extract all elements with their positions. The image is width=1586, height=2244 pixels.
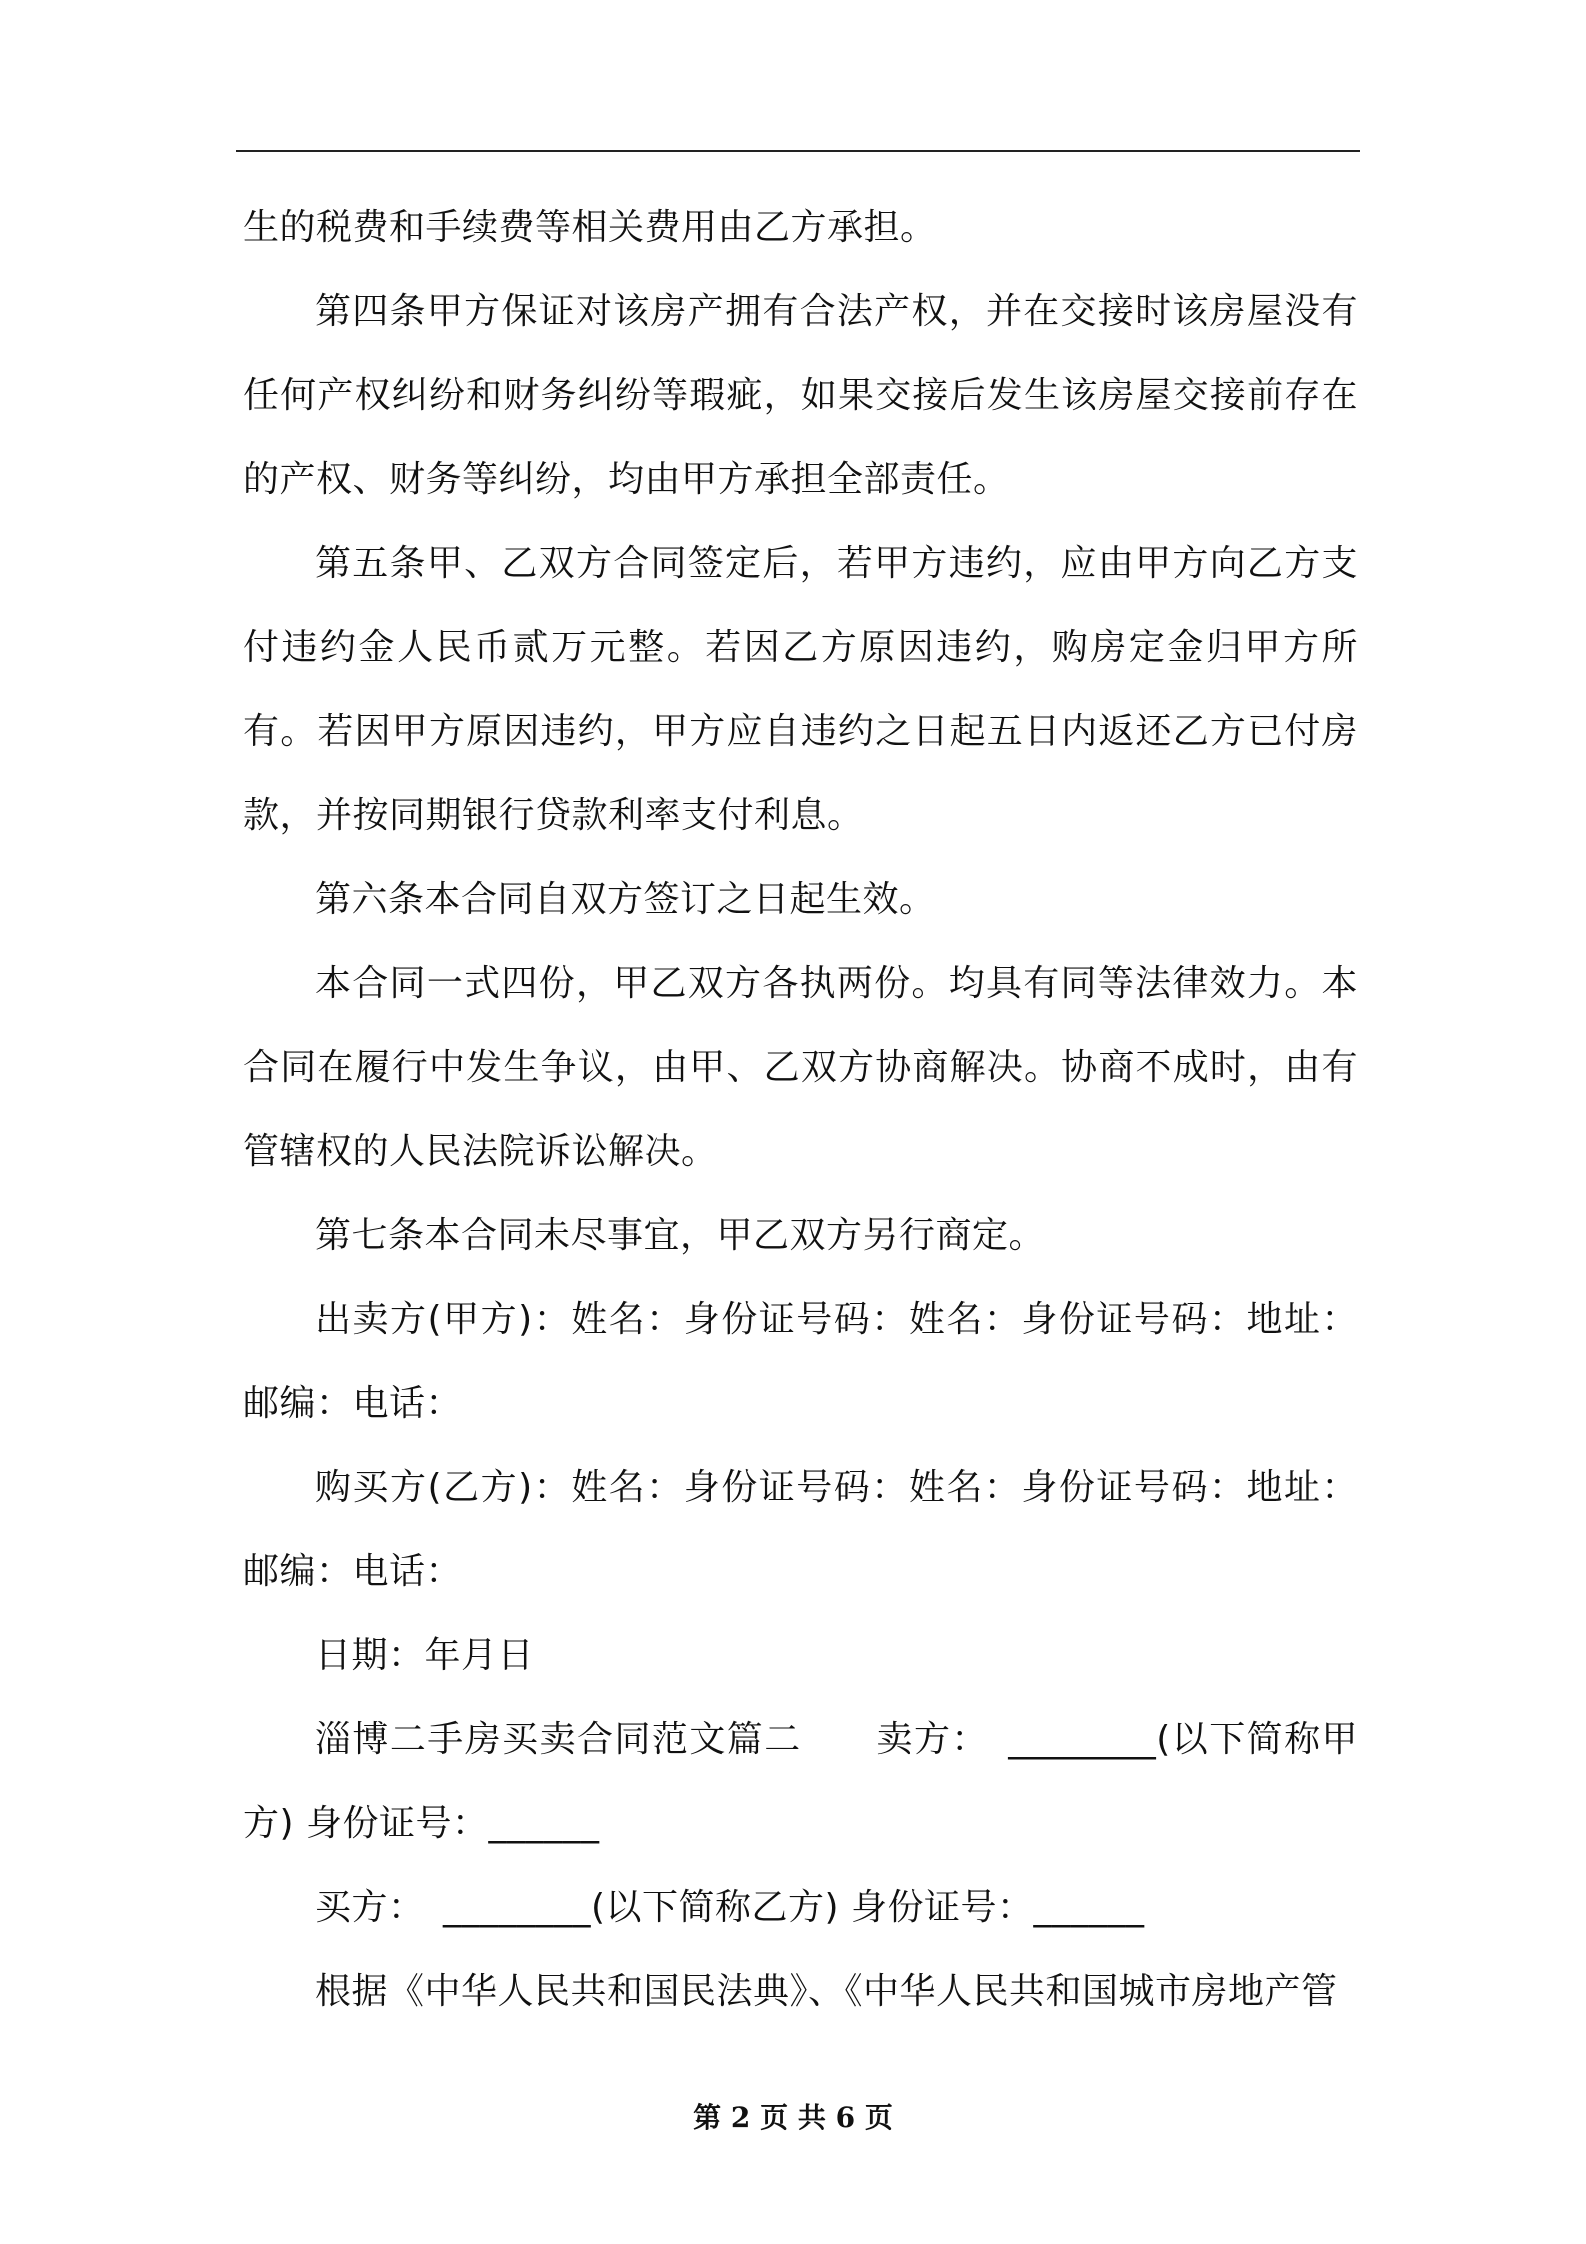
paragraph-copies: 本合同一式四份，甲乙双方各执两份。均具有同等法律效力。本合同在履行中发生争议，由甲、乙双方协商解决。协商不成时，由有管辖权的人民法院诉讼解决。 xyxy=(243,963,1358,1172)
paragraph-buyer-info: 购买方(乙方)：姓名：身份证号码：姓名：身份证号码：地址：邮编：电话： xyxy=(243,1467,1358,1592)
paragraph-article-6: 第六条本合同自双方签订之日起生效。 xyxy=(315,879,936,920)
paragraph-contract-two-buyer: 买方： ________(以下简称乙方) 身份证号：______ xyxy=(315,1887,1145,1928)
page-number-footer: 第 2 页 共 6 页 xyxy=(693,2101,893,2134)
paragraph-seller-info: 出卖方(甲方)：姓名：身份证号码：姓名：身份证号码：地址：邮编：电话： xyxy=(243,1299,1358,1424)
paragraph-1: 生的税费和手续费等相关费用由乙方承担。 xyxy=(243,207,937,248)
paragraph-contract-two-seller: 淄博二手房买卖合同范文篇二 卖方： ________(以下简称甲方) 身份证号：______ xyxy=(243,1719,1358,1844)
header-rule xyxy=(236,150,1360,152)
paragraph-article-5: 第五条甲、乙双方合同签定后，若甲方违约，应由甲方向乙方支付违约金人民币贰万元整。若因乙方原因违约，购房定金归甲方所有。若因甲方原因违约，甲方应自违约之日起五日内返还乙方已付房款，并按同期银行贷款利率支付利息。 xyxy=(243,543,1358,836)
paragraph-article-4: 第四条甲方保证对该房产拥有合法产权，并在交接时该房屋没有任何产权纠纷和财务纠纷等瑕疵，如果交接后发生该房屋交接前存在的产权、财务等纠纷，均由甲方承担全部责任。 xyxy=(243,291,1358,500)
paragraph-article-7: 第七条本合同未尽事宜，甲乙双方另行商定。 xyxy=(315,1215,1046,1256)
document-body xyxy=(243,186,1358,2034)
paragraph-date: 日期：年月日 xyxy=(315,1635,535,1676)
paragraph-legal-basis: 根据《中华人民共和国民法典》、《中华人民共和国城市房地产管 xyxy=(315,1971,1338,2012)
